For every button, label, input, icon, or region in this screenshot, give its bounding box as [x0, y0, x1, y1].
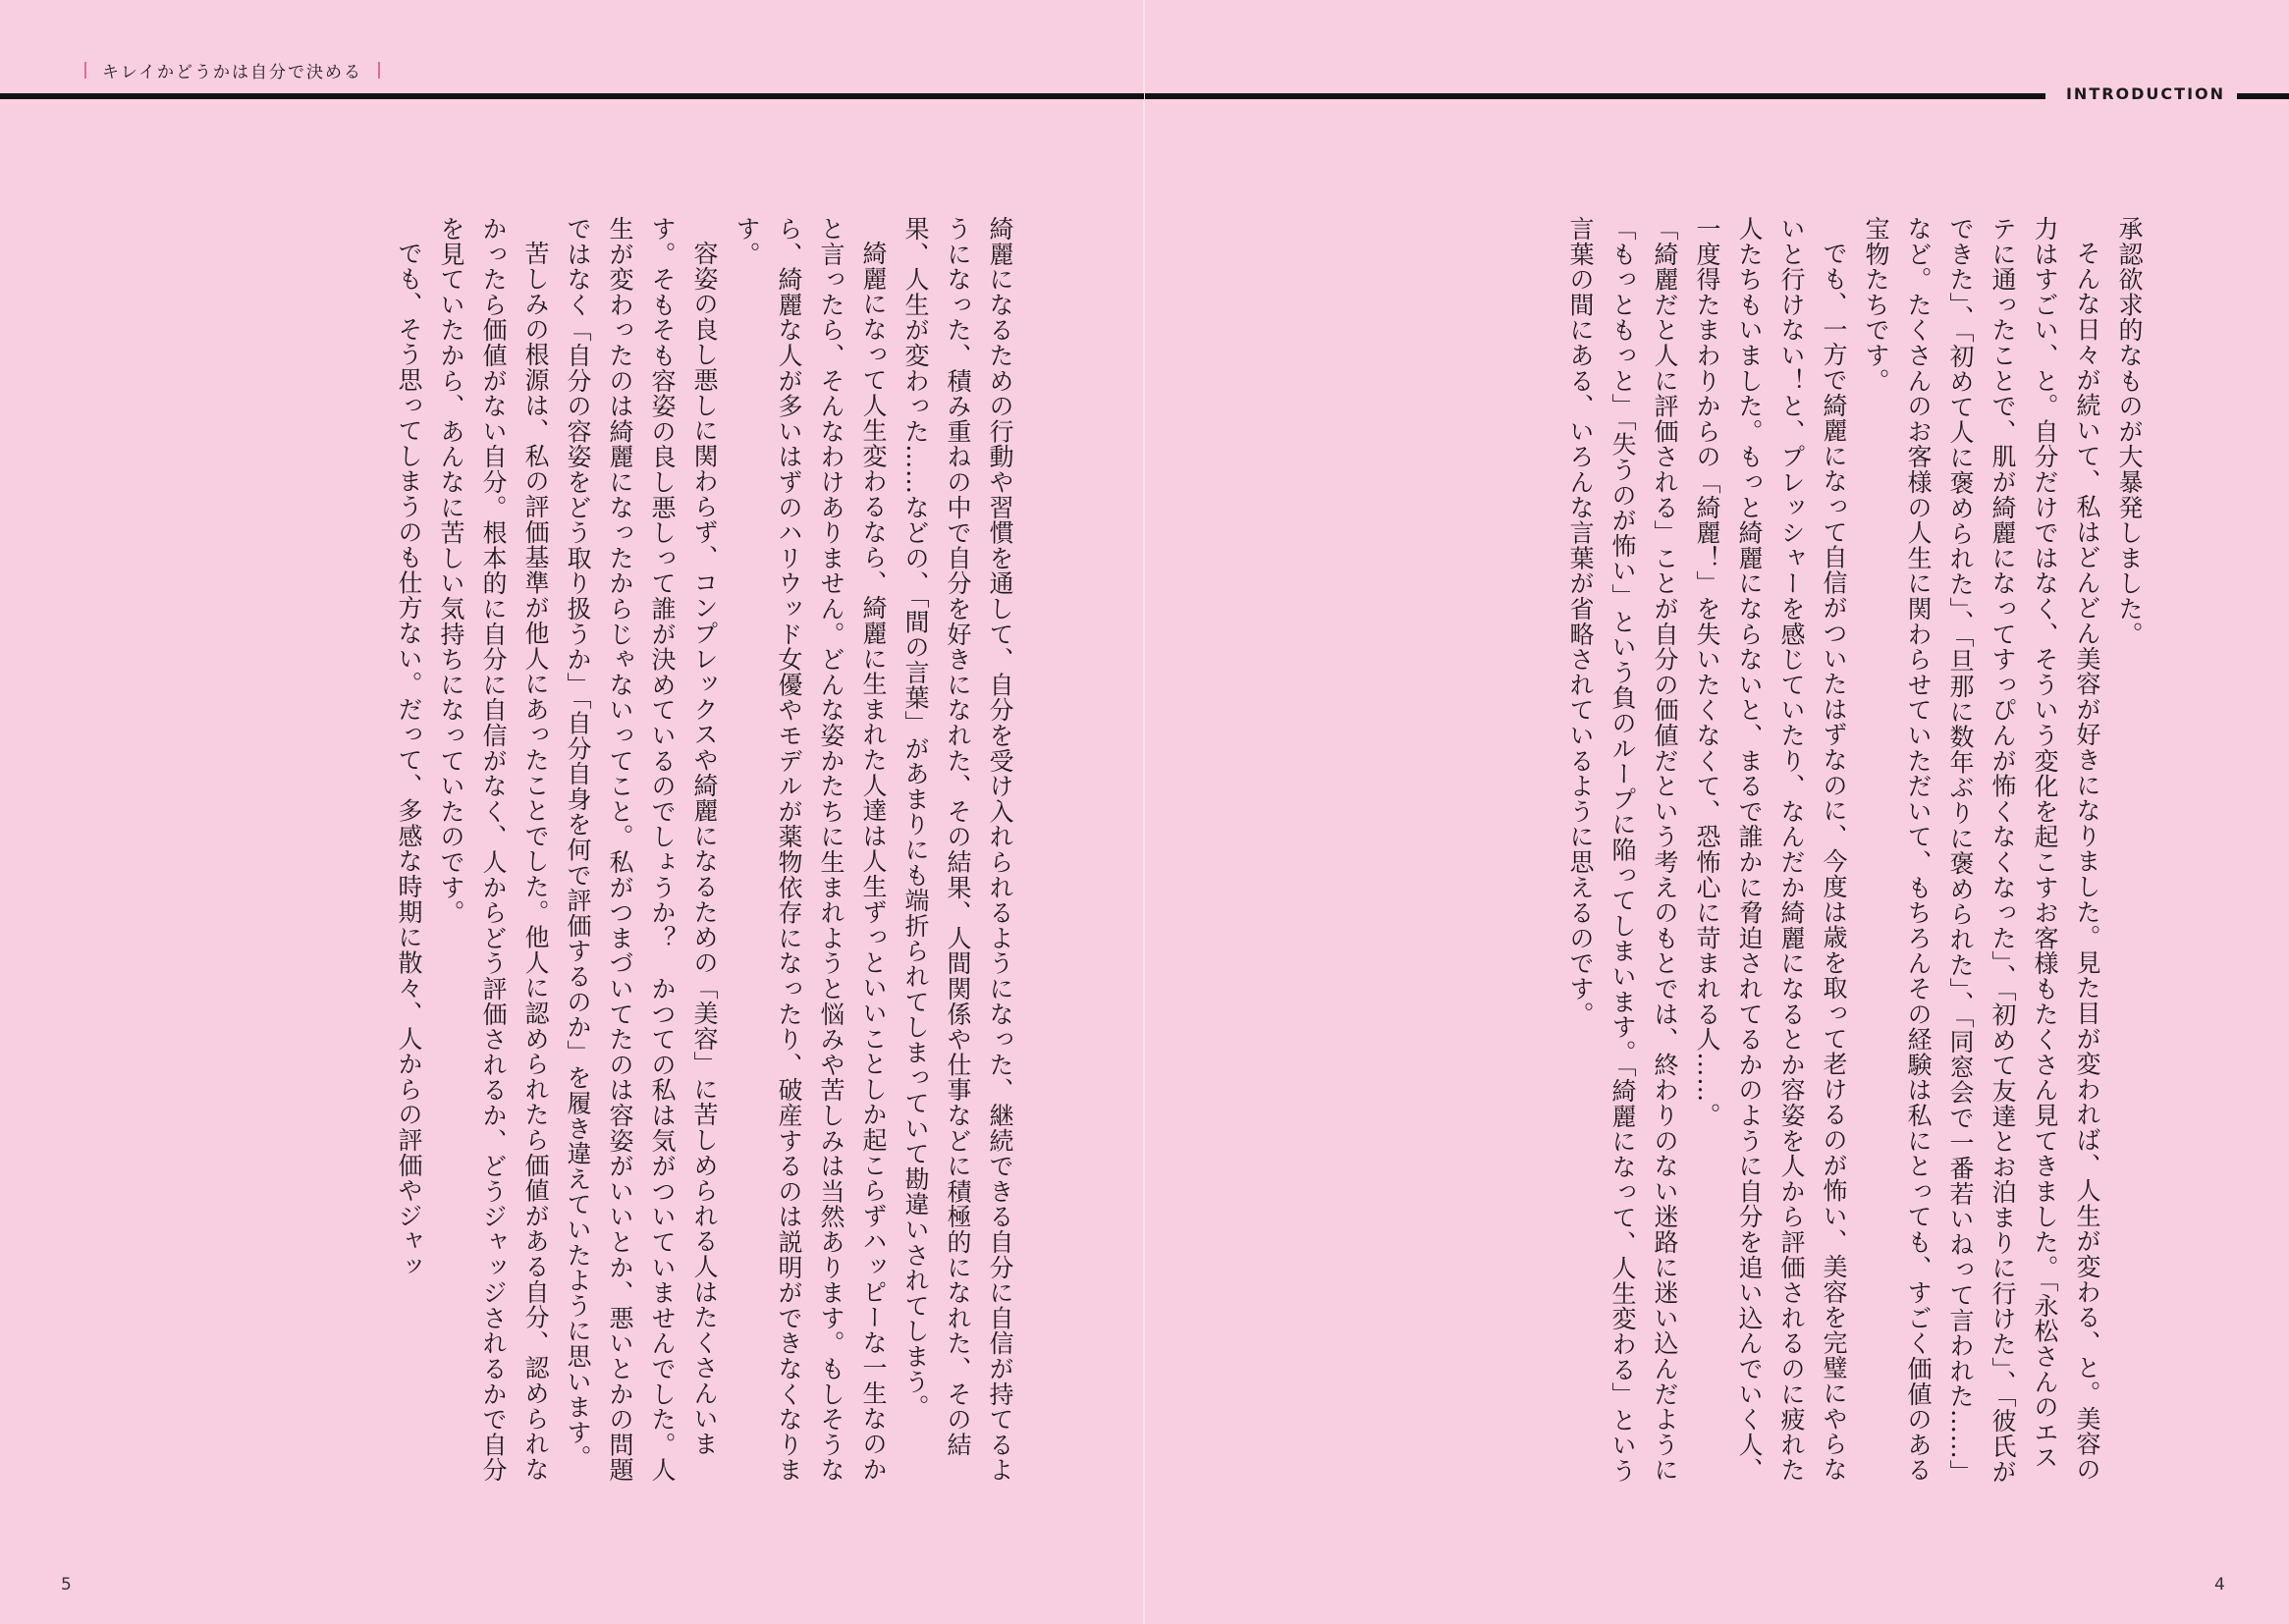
left-paragraph-5: でも、そう思ってしまうのも仕方ない。だって、多感な時期に散々、人からの評価やジャッ [395, 241, 423, 1279]
left-paragraph-3: 容姿の良し悪しに関わらず、コンプレックスや綺麗になるための「美容」に苦しめられる人はたくさんいます。そもそも容姿の良し悪しって誰が決めているのでしょうか？ かつての私は気がついていませんでした。人生が変わったのは綺麗になったからじゃないってこと。私がつまづいてたのは容姿がいいとか、悪いとかの問題ではなく「自分の容姿をどう取り扱うか」「自分自身を何で評価するのか」を履き違えていたように思います。 [564, 216, 719, 1483]
right-paragraph-3: でも、一方で綺麗になって自信がついたはずなのに、今度は歳を取って老けるのが怖い、美容を完璧にやらないと行けない！と、プレッシャーを感じていたり、なんだか綺麗になるとか容姿を人から評価されるのに疲れた人たちもいました。もっと綺麗にならないと、まるで誰かに脅迫されてるかのように自分を追い込んでいく人、一度得たまわりからの「綺麗！」を失いたくなくて、恐怖心に苛まれる人……。 [1693, 216, 1848, 1483]
running-head-bar-left [84, 62, 86, 79]
right-paragraph-4: 「綺麗だと人に評価される」ことが自分の価値だという考えのもとでは、終わりのない迷路に迷い込んだように「もっともっと」「失うのが怖い」という負のループに陥ってしまいます。「綺麗になって、人生変わる」という言葉の間にある、いろんな言葉が省略されているように思えるのです。 [1566, 216, 1679, 1484]
header-rule-right [1145, 93, 2045, 99]
left-paragraph-2: 綺麗になって人生変わるなら、綺麗に生まれた人達は人生ずっといいことしか起こらずハッピーな一生なのかと言ったら、そんなわけありません。どんな姿かたちに生まれようと悩みや苦しみは当然あります。もしそうなら、綺麗な人が多いはずのハリウッド女優やモデルが薬物依存になったり、破産するのは説明ができなくなります。 [733, 216, 888, 1483]
page-number-right: 4 [2214, 1575, 2225, 1595]
running-head [69, 55, 396, 84]
right-page-body [1286, 216, 2151, 1492]
left-paragraph-1: 綺麗になるための行動や習慣を通して、自分を受け入れられるようになった、継続できる自分に自信が持てるようになった、積み重ねの中で自分を好きになれた、その結果、人間関係や仕事などに積極的になれた、その結果、人生が変わった……などの、「間の言葉」があまりにも端折られてしまっていて勘違いされてしまう。 [901, 216, 1014, 1483]
running-head-title: キレイかどうかは自分で決める [102, 62, 362, 82]
section-label: INTRODUCTION [2065, 84, 2226, 103]
header-rule-tail [2237, 93, 2289, 99]
right-paragraph-1: 承認欲求的なものが大暴発しました。 [2115, 216, 2144, 647]
page-gutter [1143, 0, 1145, 1624]
left-page-body [103, 216, 1021, 1492]
header-rule-left [0, 93, 1144, 99]
left-paragraph-4: 苦しみの根源は、私の評価基準が他人にあったことでした。他人に認められたら価値がある自分、認められなかったら価値がない自分。根本的に自分に自信がなく、人からどう評価されるか、どうジャッジされるかで自分を見ていたから、あんなに苦しい気持ちになっていたのです。 [437, 216, 550, 1483]
running-head-bar-right [378, 62, 380, 79]
right-paragraph-2: そんな日々が続いて、私はどんどん美容が好きになりました。見た目が変われば、人生が変わる、と。美容の力はすごい、と。自分だけではなく、そういう変化を起こすお客様もたくさん見てきました。「永松さんのエステに通ったことで、肌が綺麗になってすっぴんが怖くなくなった」、「初めて友達とお泊まりに行けた」、「彼氏ができた」、「初めて人に褒められた」、「旦那に数年ぶりに褒められた」、「同窓会で一番若いねって言われた……」など。たくさんのお客様の人生に関わらせていただいて、もちろんその経験は私にとっても、すごく価値のある宝物たちです。 [1862, 216, 2101, 1486]
page-number-left: 5 [61, 1575, 72, 1595]
